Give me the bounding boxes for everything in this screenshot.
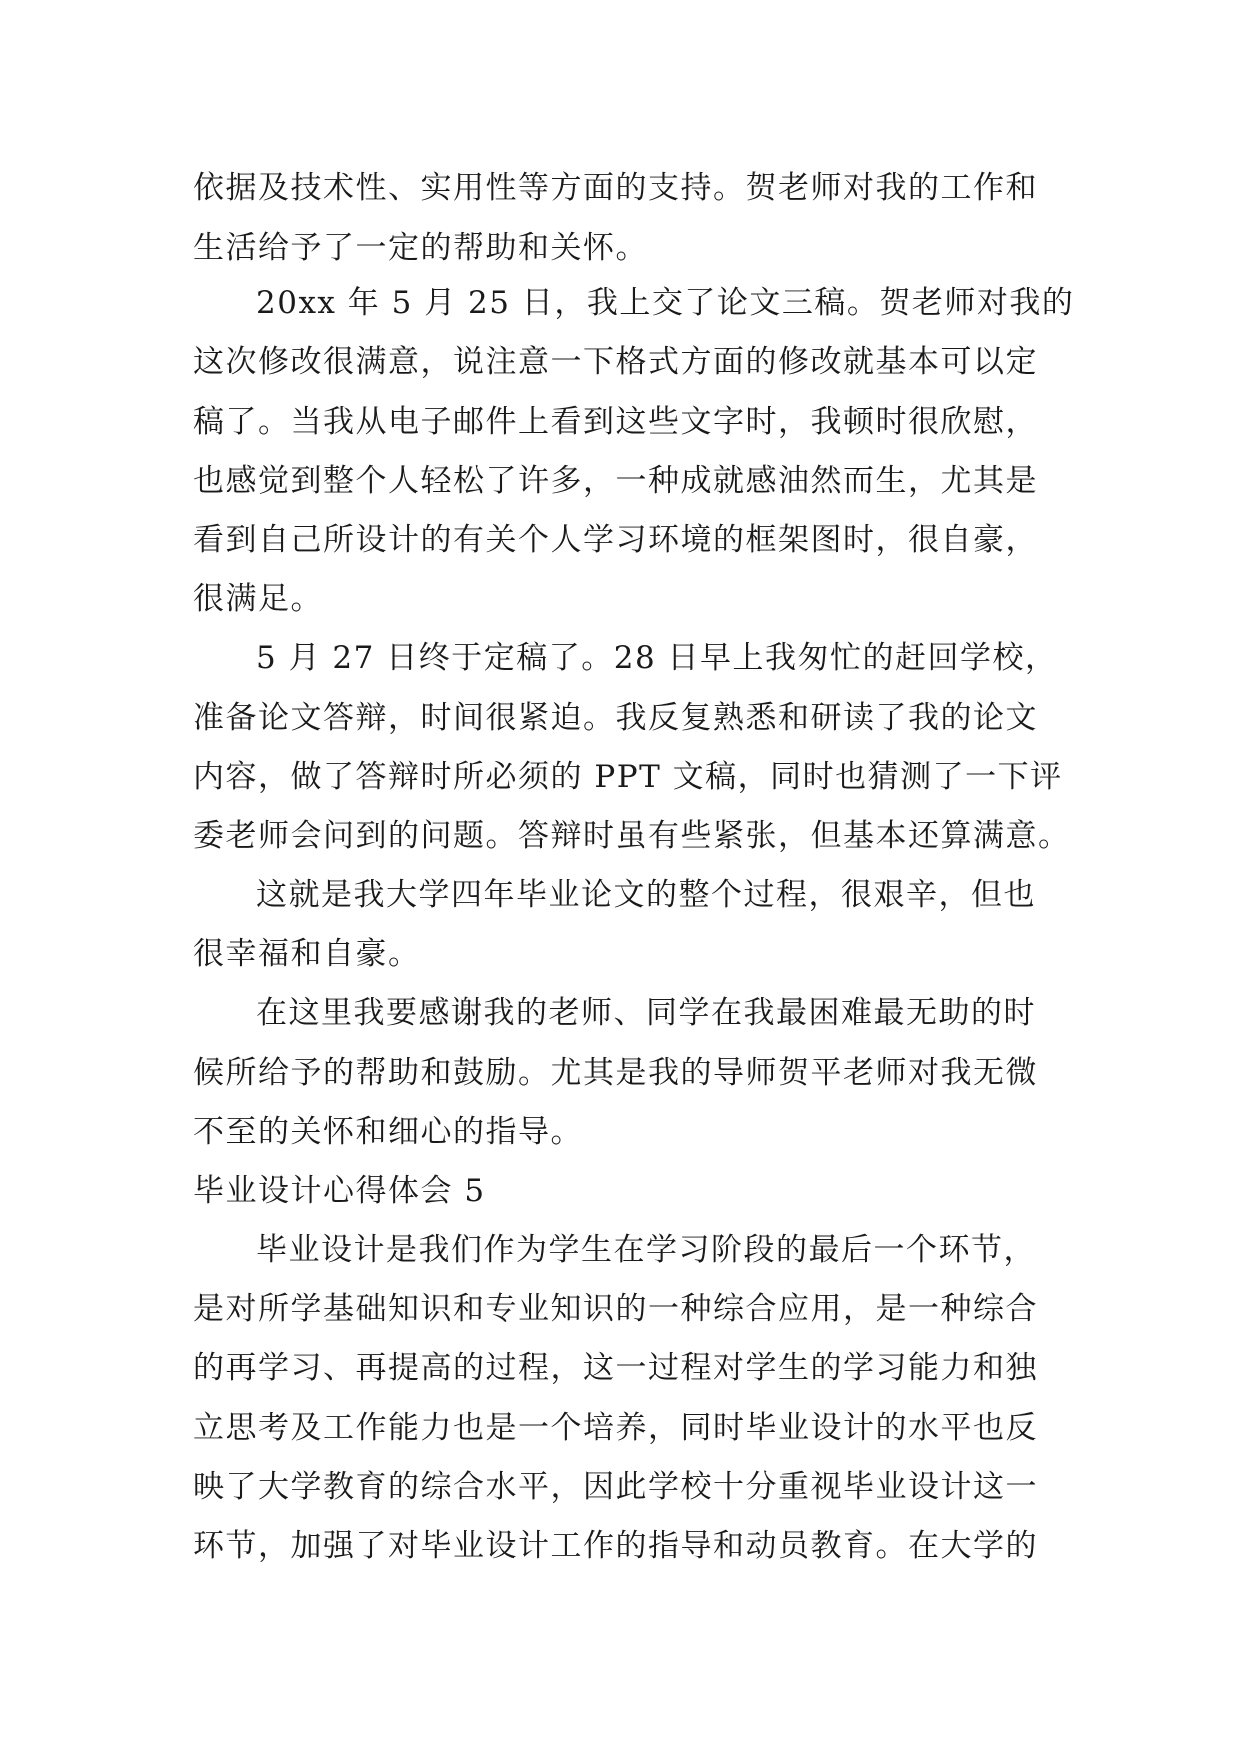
text-line: 内容，做了答辩时所必须的 PPT 文稿，同时也猜测了一下评: [193, 759, 1063, 795]
section-heading: 毕业设计心得体会 5: [193, 1173, 486, 1209]
text-line: 很满足。: [193, 581, 323, 617]
paragraph-start-line: 在这里我要感谢我的老师、同学在我最困难最无助的时: [256, 995, 1036, 1031]
text-line: 这次修改很满意，说注意一下格式方面的修改就基本可以定: [193, 344, 1038, 380]
text-line: 很幸福和自豪。: [193, 936, 421, 972]
paragraph-start-line: 这就是我大学四年毕业论文的整个过程，很艰辛，但也: [256, 877, 1036, 913]
text-line: 也感觉到整个人轻松了许多，一种成就感油然而生，尤其是: [193, 463, 1038, 499]
text-line: 不至的关怀和细心的指导。: [193, 1114, 583, 1150]
paragraph-start-line: 20xx 年 5 月 25 日，我上交了论文三稿。贺老师对我的: [256, 285, 1075, 321]
text-line: 依据及技术性、实用性等方面的支持。贺老师对我的工作和: [193, 170, 1038, 206]
text-line: 生活给予了一定的帮助和关怀。: [193, 230, 648, 266]
text-line: 看到自己所设计的有关个人学习环境的框架图时，很自豪，: [193, 522, 1038, 558]
text-line: 的再学习、再提高的过程，这一过程对学生的学习能力和独: [193, 1350, 1038, 1386]
text-line: 准备论文答辩，时间很紧迫。我反复熟悉和研读了我的论文: [193, 700, 1038, 736]
text-line: 立思考及工作能力也是一个培养，同时毕业设计的水平也反: [193, 1410, 1038, 1446]
text-line: 候所给予的帮助和鼓励。尤其是我的导师贺平老师对我无微: [193, 1055, 1038, 1091]
paragraph-start-line: 5 月 27 日终于定稿了。28 日早上我匆忙的赶回学校，: [256, 640, 1058, 676]
text-line: 是对所学基础知识和专业知识的一种综合应用，是一种综合: [193, 1291, 1038, 1327]
text-line: 稿了。当我从电子邮件上看到这些文字时，我顿时很欣慰，: [193, 404, 1038, 440]
text-line: 环节，加强了对毕业设计工作的指导和动员教育。在大学的: [193, 1528, 1038, 1564]
text-line: 映了大学教育的综合水平，因此学校十分重视毕业设计这一: [193, 1469, 1038, 1505]
text-line: 委老师会问到的问题。答辩时虽有些紧张，但基本还算满意。: [193, 818, 1071, 854]
paragraph-start-line: 毕业设计是我们作为学生在学习阶段的最后一个环节，: [256, 1232, 1036, 1268]
